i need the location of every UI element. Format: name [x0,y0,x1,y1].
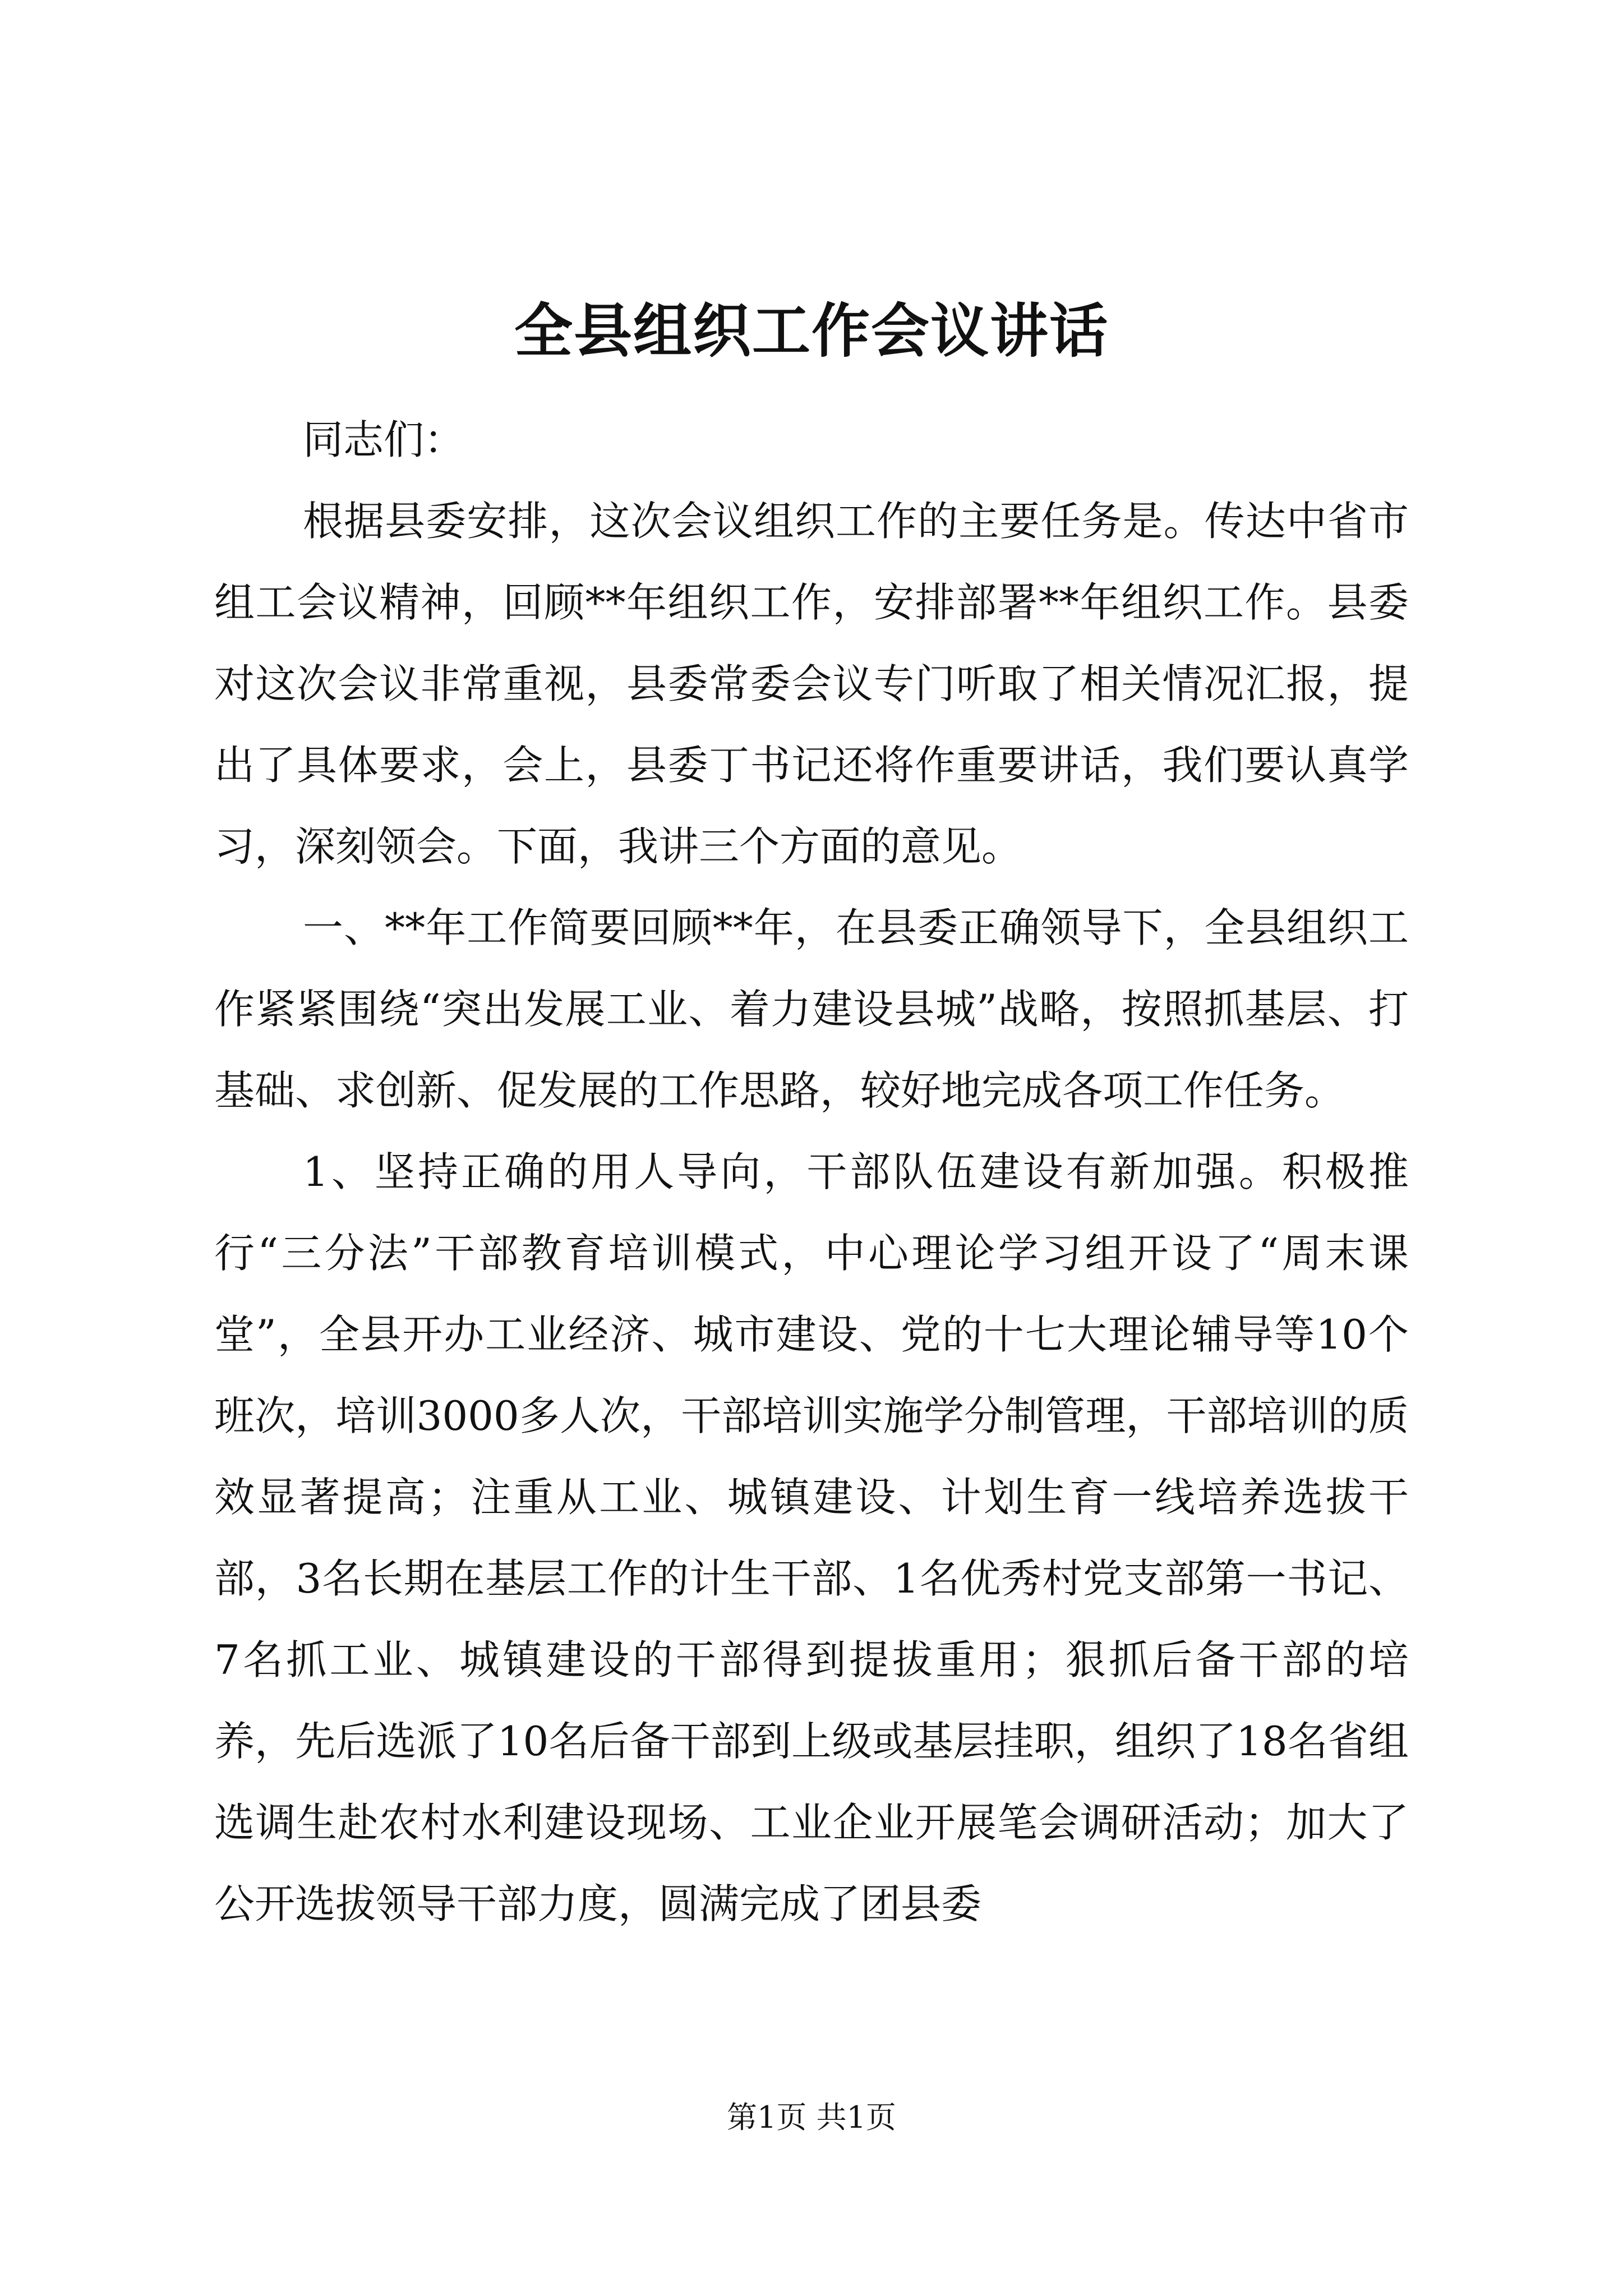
page-footer: 第1页 共1页 [727,2100,896,2135]
document-title: 全县组织工作会议讲话 [514,296,1109,365]
salutation-paragraph: 同志们： [303,416,465,463]
item-one-paragraph: 1、坚持正确的用人导向，干部队伍建设有新加强。积极推行“三分法”干部教育培训模式，中心理论学习组开设了“周末课堂”，全县开办工业经济、城市建设、党的十七大理论辅导等10个班次，培训3000多人次，干部培训实施学分制管理，干部培训的质效显著提高；注重从工业、城镇建设、计划生育一线培养选拔干部，3名长期在基层工作的计生干部、1名优秀村党支部第一书记、7名抓工业、城镇建设的干部得到提拔重用；狠抓后备干部的培养，先后选派了10名后备干部到上级或基层挂职，组织了18名省组选调生赴农村水利建设现场、工业企业开展笔会调研活动；加大了公开选拔领导干部力度，圆满完成了团县委 [214,1148,1409,1927]
section-one-paragraph: 一、**年工作简要回顾**年，在县委正确领导下，全县组织工作紧紧围绕“突出发展工业、着力建设县城”战略，按照抓基层、打基础、求创新、促发展的工作思路，较好地完成各项工作任务。 [214,904,1409,1114]
document-body [214,399,1409,1945]
intro-paragraph: 根据县委安排，这次会议组织工作的主要任务是。传达中省市组工会议精神，回顾**年组织工作，安排部署**年组织工作。县委对这次会议非常重视，县委常委会议专门听取了相关情况汇报，提出了具体要求，会上，县委丁书记还将作重要讲话，我们要认真学习，深刻领会。下面，我讲三个方面的意见。 [214,498,1409,870]
